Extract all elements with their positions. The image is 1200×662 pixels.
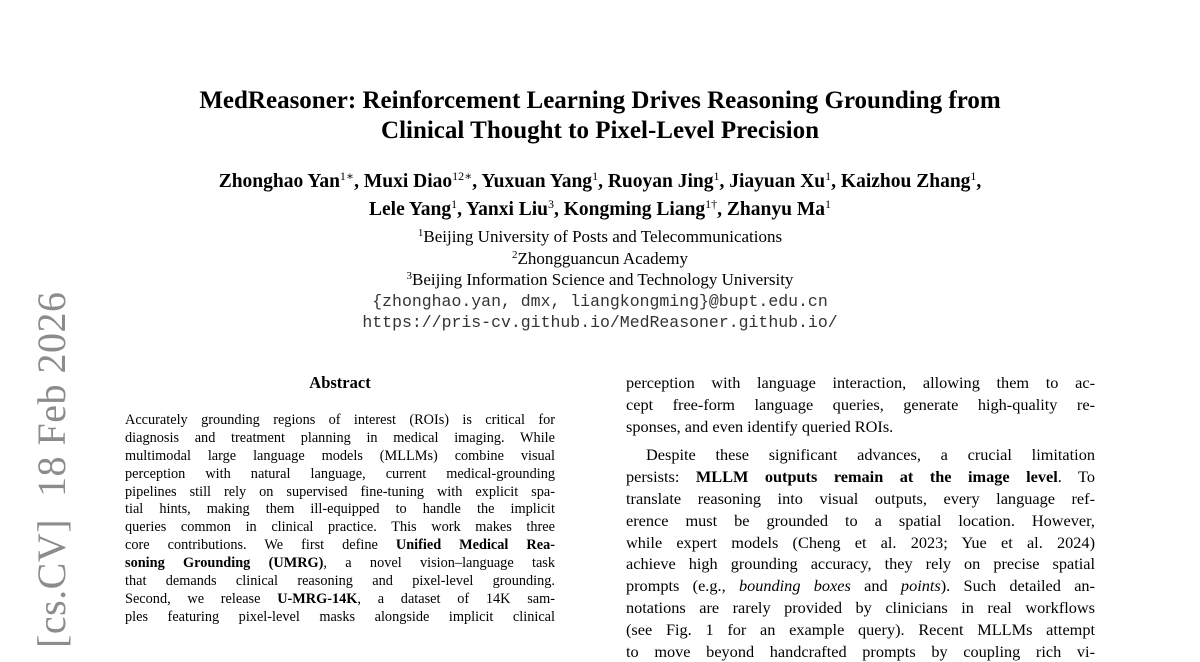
author-affil-sup: 1 <box>825 169 832 183</box>
abstract-line-text: , a novel vision–language task <box>323 555 555 572</box>
author-name: Zhanyu Ma <box>726 199 825 220</box>
body-line: achieve high grounding accuracy, they rely on precise spatial <box>626 554 1095 574</box>
body-line <box>626 466 1095 488</box>
body-line <box>626 575 1095 597</box>
author-affil-sup: 1∗ <box>339 169 355 183</box>
body-line: to move beyond handcrafted prompts by coupling rich vi- <box>626 641 1095 661</box>
abstract-line-text: Second, we release <box>125 590 278 607</box>
body-text: prompts (e.g., <box>626 576 739 596</box>
project-url[interactable]: https://pris-cv.github.io/MedReasoner.github.io/ <box>362 313 838 332</box>
body-text: . To <box>1057 467 1095 487</box>
author-separator: , <box>554 199 564 220</box>
title-line-2: Clinical Thought to Pixel-Level Precision <box>381 117 819 144</box>
body-line: notations are rarely provided by clinicians in real workflows <box>626 597 1095 617</box>
abstract-line: pipelines still rely on supervised fine-tuning with explicit spa- <box>125 483 555 500</box>
abstract-bold-umrg-cont: soning Grounding (UMRG) <box>125 555 324 572</box>
title-line-1: MedReasoner: Reinforcement Learning Drives Reasoning Grounding from <box>199 87 1001 114</box>
body-line: sponses, and even identify queried ROIs. <box>626 416 894 436</box>
author-name: Ruoyan Jing <box>607 171 714 192</box>
abstract-line: that demands clinical reasoning and pixel-level grounding. <box>125 573 555 590</box>
affiliation-3 <box>200 269 1000 291</box>
author-affil-sup: 1 <box>713 169 720 183</box>
author-name: Muxi Diao <box>363 171 453 192</box>
abstract-line: diagnosis and treatment planning in medical imaging. While <box>125 429 555 446</box>
author-name: Yanxi Liu <box>466 199 548 220</box>
affiliation-sup: 3 <box>406 270 413 282</box>
author-separator: , <box>717 199 727 220</box>
author-affil-sup: 3 <box>548 197 554 211</box>
author-separator: , <box>719 171 730 192</box>
abstract-line: multimodal large language models (MLLMs) combine visual <box>125 447 555 464</box>
body-text: and <box>850 576 901 596</box>
author-email: {zhonghao.yan, dmx, liangkongming}@bupt.edu.cn <box>372 291 828 311</box>
author-separator: , <box>598 171 608 192</box>
arxiv-date: 18 Feb 2026 <box>29 291 74 497</box>
paper-title <box>100 86 1100 146</box>
affiliation-1 <box>200 226 1000 248</box>
author-separator: , <box>354 171 364 192</box>
abstract-line-text: , a dataset of 14K sam- <box>357 590 555 607</box>
author-name: Kongming Liang <box>563 199 706 220</box>
affiliation-name: Beijing Information Science and Technology University <box>412 270 794 289</box>
abstract-line-text: core contributions. We first define <box>125 537 396 554</box>
body-line: perception with language interaction, allowing them to ac- <box>626 373 1095 392</box>
abstract-heading: Abstract <box>309 373 371 392</box>
arxiv-side-stamp <box>30 291 74 648</box>
body-line: cept free-form language queries, generate high-quality re- <box>626 394 1095 414</box>
author-separator: , <box>976 171 982 192</box>
author-name: Kaizhou Zhang <box>840 171 971 192</box>
arxiv-category: [cs.CV] <box>29 518 74 648</box>
abstract-bold-umrg: Unified Medical Rea- <box>395 537 555 554</box>
abstract-line: Accurately grounding regions of interest (ROIs) is critical for <box>125 412 555 428</box>
author-name: Zhonghao Yan <box>218 171 340 192</box>
abstract-line: perception with natural language, current medical-grounding <box>125 465 555 482</box>
body-line: translate reasoning into visual outputs, every language ref- <box>626 488 1095 508</box>
author-name: Yuxuan Yang <box>481 171 593 192</box>
body-line: while expert models (Cheng et al. 2023; Yue et al. 2024) <box>626 532 1095 552</box>
abstract-bold-dataset: U-MRG-14K <box>277 590 358 607</box>
body-line: Despite these significant advances, a crucial limitation <box>646 445 1095 465</box>
affiliation-sup: 2 <box>512 248 518 261</box>
body-bold-claim: MLLM outputs remain at the image level <box>695 467 1058 487</box>
affiliation-2 <box>200 248 1000 270</box>
affiliation-block <box>200 226 1000 334</box>
paragraph-gap <box>626 437 1095 444</box>
body-line: (see Fig. 1 for an example query). Recent MLLMs attempt <box>626 619 1095 639</box>
body-italic: bounding boxes <box>738 576 851 596</box>
author-affil-sup: 1 <box>970 169 977 183</box>
body-line: erence must be grounded to a spatial location. However, <box>626 510 1095 530</box>
affiliation-sup: 1 <box>417 227 424 239</box>
body-paragraphs <box>626 372 1095 662</box>
author-name: Jiayuan Xu <box>729 171 826 192</box>
author-separator: , <box>457 199 467 220</box>
abstract-line <box>125 555 555 573</box>
affiliation-name: Beijing University of Posts and Telecommunications <box>423 227 783 246</box>
author-list <box>80 168 1120 224</box>
abstract-line: queries common in clinical practice. This work makes three <box>125 519 555 536</box>
author-separator: , <box>472 171 482 192</box>
body-text: persists: <box>626 467 696 487</box>
body-text: ). Such detailed an- <box>940 576 1095 596</box>
author-affil-sup: 1 <box>592 169 599 183</box>
author-separator: , <box>831 171 841 192</box>
author-line-1 <box>80 168 1120 196</box>
abstract-line: tial hints, making them ill-equipped to handle the implicit <box>125 501 555 518</box>
author-affil-sup: 1 <box>825 197 831 211</box>
author-name: Lele Yang <box>368 199 452 220</box>
author-affil-sup: 1 <box>451 197 458 211</box>
abstract-line <box>125 591 555 609</box>
body-italic: points <box>900 576 941 596</box>
abstract-section <box>125 372 555 627</box>
introduction-text <box>626 372 1095 662</box>
author-affil-sup: 12∗ <box>452 169 473 183</box>
affiliation-name: Zhongguancun Academy <box>517 248 688 268</box>
abstract-line: ples featuring pixel-level masks alongside implicit clinical <box>125 608 555 625</box>
abstract-text <box>125 412 555 627</box>
abstract-line <box>125 537 555 555</box>
author-line-2 <box>80 196 1120 224</box>
author-affil-sup: 1† <box>705 197 718 211</box>
